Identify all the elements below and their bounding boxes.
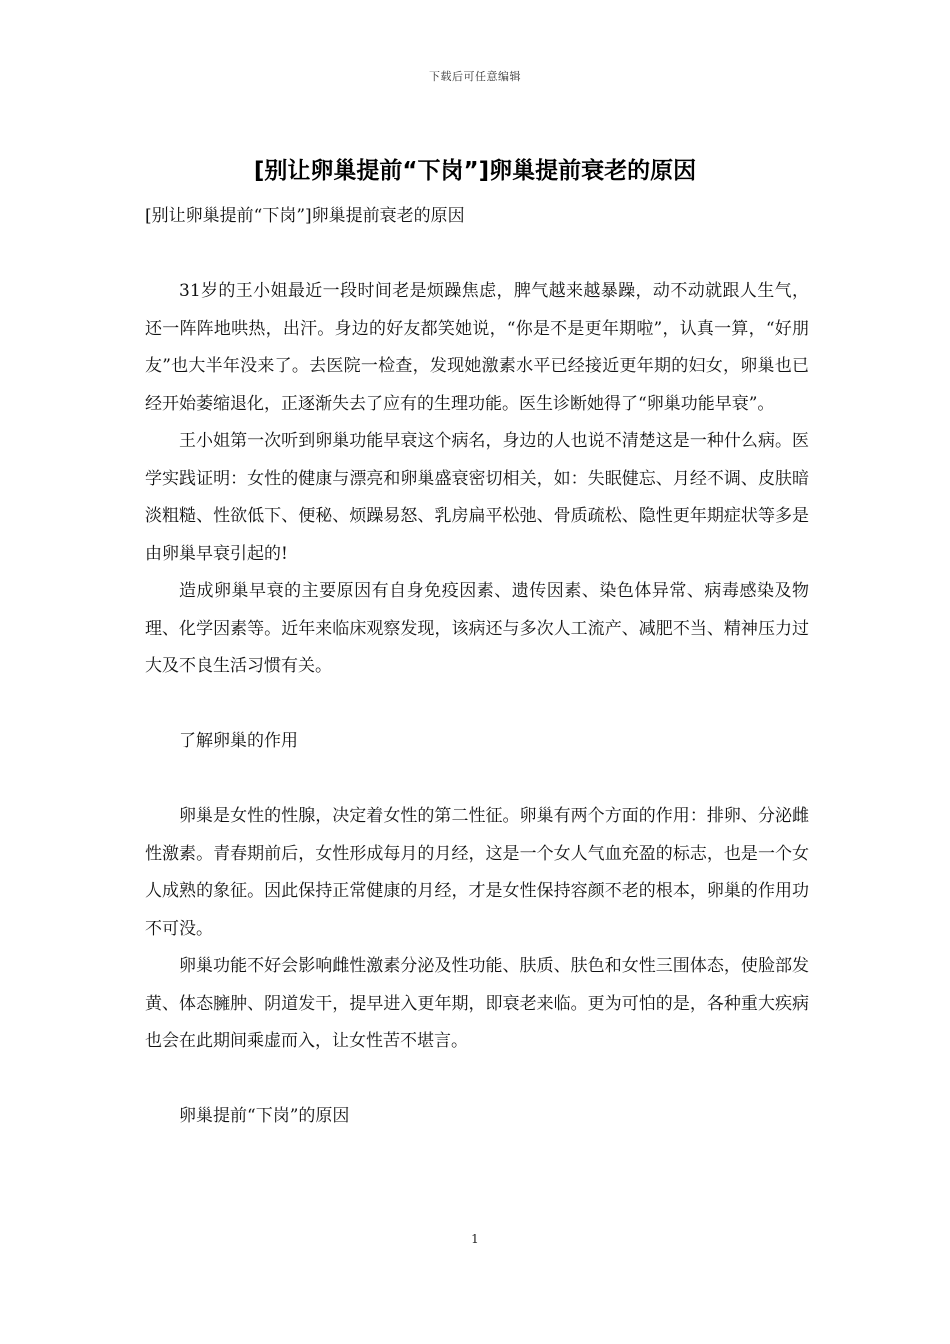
document-body xyxy=(145,198,809,1136)
blank-line xyxy=(145,686,809,724)
section-heading-ovary-function: 了解卵巢的作用 xyxy=(179,731,298,751)
blank-line xyxy=(145,761,809,799)
body-paragraph: 卵巢是女性的性腺，决定着女性的第二性征。卵巢有两个方面的作用：排卵、分泌雌性激素。青春期前后，女性形成每月的月经，这是一个女人气血充盈的标志，也是一个女人成熟的象征。因此保持正常健康的月经，才是女性保持容颜不老的根本，卵巢的作用功不可没。 xyxy=(145,806,809,939)
body-paragraph: 造成卵巢早衰的主要原因有自身免疫因素、遗传因素、染色体异常、病毒感染及物理、化学因素等。近年来临床观察发现，该病还与多次人工流产、减肥不当、精神压力过大及不良生活习惯有关。 xyxy=(145,581,809,676)
body-paragraph: 31岁的王小姐最近一段时间老是烦躁焦虑，脾气越来越暴躁，动不动就跟人生气，还一阵阵地哄热，出汗。身边的好友都笑她说，“你是不是更年期啦”，认真一算，“好朋友”也大半年没来了。去医院一检查，发现她激素水平已经接近更年期的妇女，卵巢也已经开始萎缩退化，正逐渐失去了应有的生理功能。医生诊断她得了“卵巢功能早衰”。 xyxy=(145,281,809,414)
blank-line xyxy=(145,1061,809,1099)
page-header-note: 下载后可任意编辑 xyxy=(429,70,521,83)
body-paragraph: 卵巢功能不好会影响雌性激素分泌及性功能、肤质、肤色和女性三围体态，使脸部发黄、体态臃肿、阴道发干，提早进入更年期，即衰老来临。更为可怕的是，各种重大疾病也会在此期间乘虚而入，让女性苦不堪言。 xyxy=(145,956,809,1051)
page-number: 1 xyxy=(471,1232,479,1246)
document-title: [别让卵巢提前“下岗”]卵巢提前衰老的原因 xyxy=(253,158,697,184)
blank-line xyxy=(145,236,809,274)
section-heading-causes: 卵巢提前“下岗”的原因 xyxy=(179,1106,350,1126)
body-paragraph: 王小姐第一次听到卵巢功能早衰这个病名，身边的人也说不清楚这是一种什么病。医学实践证明：女性的健康与漂亮和卵巢盛衰密切相关，如：失眠健忘、月经不调、皮肤暗淡粗糙、性欲低下、便秘、烦躁易怒、乳房扁平松弛、骨质疏松、隐性更年期症状等多是由卵巢早衰引起的! xyxy=(145,431,809,564)
document-subtitle: [别让卵巢提前“下岗”]卵巢提前衰老的原因 xyxy=(145,206,465,226)
